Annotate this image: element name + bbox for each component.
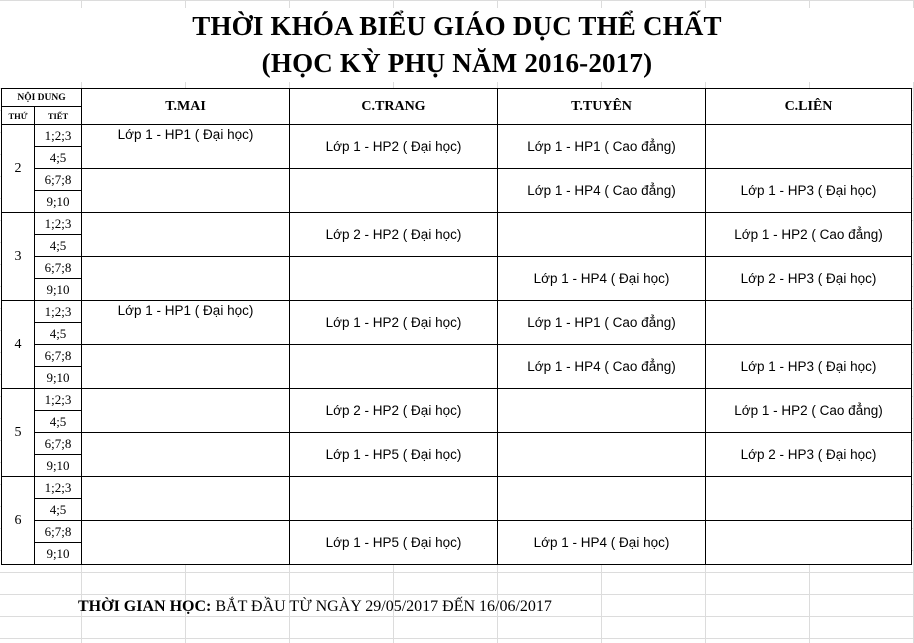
class-cell: Lớp 1 - HP2 ( Đại học) <box>290 125 498 169</box>
day-cell: 3 <box>2 213 35 301</box>
period-cell: 9;10 <box>35 543 82 565</box>
footer-study-time <box>78 596 552 618</box>
class-cell: Lớp 2 - HP3 ( Đại học) <box>706 257 912 301</box>
class-cell: Lớp 1 - HP4 ( Đại học) <box>498 521 706 565</box>
day-cell: 4 <box>2 301 35 389</box>
period-cell: 9;10 <box>35 279 82 301</box>
class-cell: Lớp 1 - HP2 ( Đại học) <box>290 301 498 345</box>
period-cell: 6;7;8 <box>35 345 82 367</box>
period-cell: 6;7;8 <box>35 433 82 455</box>
table-row <box>2 257 912 279</box>
class-cell: Lớp 1 - HP4 ( Cao đẳng) <box>498 169 706 213</box>
class-cell <box>82 477 290 521</box>
class-cell: Lớp 1 - HP3 ( Đại học) <box>706 169 912 213</box>
period-cell: 6;7;8 <box>35 521 82 543</box>
teacher-header-mai: T.MAI <box>82 89 290 125</box>
class-cell: Lớp 1 - HP1 ( Đại học) <box>82 125 290 169</box>
timetable <box>1 88 912 565</box>
period-cell: 1;2;3 <box>35 125 82 147</box>
table-row <box>2 213 912 235</box>
header-thu: THỨ <box>2 107 35 125</box>
period-cell: 4;5 <box>35 235 82 257</box>
class-cell <box>82 433 290 477</box>
class-cell <box>498 433 706 477</box>
class-cell: Lớp 1 - HP1 ( Cao đẳng) <box>498 125 706 169</box>
class-cell <box>706 301 912 345</box>
page-title: THỜI KHÓA BIỂU GIÁO DỤC THỂ CHẤT <box>0 8 914 44</box>
period-cell: 9;10 <box>35 367 82 389</box>
table-row <box>2 521 912 543</box>
class-cell <box>82 389 290 433</box>
table-row <box>2 433 912 455</box>
class-cell <box>706 125 912 169</box>
class-cell <box>706 521 912 565</box>
class-cell: Lớp 1 - HP5 ( Đại học) <box>290 433 498 477</box>
class-cell: Lớp 1 - HP2 ( Cao đẳng) <box>706 213 912 257</box>
class-cell <box>498 477 706 521</box>
table-row <box>2 169 912 191</box>
footer-label: THỜI GIAN HỌC: <box>78 598 212 615</box>
footer-text: BẮT ĐẦU TỪ NGÀY 29/05/2017 ĐẾN 16/06/2017 <box>211 598 552 615</box>
teacher-header-tuyen: T.TUYÊN <box>498 89 706 125</box>
class-cell: Lớp 2 - HP2 ( Đại học) <box>290 389 498 433</box>
table-row <box>2 389 912 411</box>
class-cell: Lớp 1 - HP1 ( Cao đẳng) <box>498 301 706 345</box>
header-tiet: TIẾT <box>35 107 82 125</box>
header-noi-dung: NỘI DUNG <box>2 89 82 107</box>
period-cell: 4;5 <box>35 499 82 521</box>
table-row <box>2 345 912 367</box>
teacher-header-trang: C.TRANG <box>290 89 498 125</box>
class-cell <box>82 169 290 213</box>
period-cell: 4;5 <box>35 147 82 169</box>
class-cell <box>82 521 290 565</box>
class-cell <box>290 257 498 301</box>
day-cell: 6 <box>2 477 35 565</box>
period-cell: 6;7;8 <box>35 257 82 279</box>
period-cell: 1;2;3 <box>35 477 82 499</box>
class-cell <box>290 169 498 213</box>
class-cell <box>82 257 290 301</box>
period-cell: 4;5 <box>35 411 82 433</box>
class-cell <box>498 389 706 433</box>
class-cell <box>498 213 706 257</box>
class-cell <box>290 345 498 389</box>
period-cell: 1;2;3 <box>35 389 82 411</box>
class-cell: Lớp 1 - HP2 ( Cao đẳng) <box>706 389 912 433</box>
page-subtitle: (HỌC KỲ PHỤ NĂM 2016-2017) <box>0 44 914 82</box>
period-cell: 9;10 <box>35 455 82 477</box>
class-cell: Lớp 1 - HP4 ( Đại học) <box>498 257 706 301</box>
class-cell <box>82 213 290 257</box>
class-cell <box>706 477 912 521</box>
period-cell: 9;10 <box>35 191 82 213</box>
class-cell: Lớp 2 - HP2 ( Đại học) <box>290 213 498 257</box>
teacher-header-lien: C.LIÊN <box>706 89 912 125</box>
class-cell: Lớp 1 - HP1 ( Đại học) <box>82 301 290 345</box>
class-cell <box>290 477 498 521</box>
table-row <box>2 301 912 323</box>
class-cell: Lớp 1 - HP5 ( Đại học) <box>290 521 498 565</box>
table-row <box>2 125 912 147</box>
day-cell: 5 <box>2 389 35 477</box>
class-cell: Lớp 1 - HP3 ( Đại học) <box>706 345 912 389</box>
class-cell: Lớp 1 - HP4 ( Cao đẳng) <box>498 345 706 389</box>
period-cell: 1;2;3 <box>35 301 82 323</box>
class-cell <box>82 345 290 389</box>
period-cell: 1;2;3 <box>35 213 82 235</box>
class-cell: Lớp 2 - HP3 ( Đại học) <box>706 433 912 477</box>
table-row <box>2 477 912 499</box>
day-cell: 2 <box>2 125 35 213</box>
period-cell: 4;5 <box>35 323 82 345</box>
period-cell: 6;7;8 <box>35 169 82 191</box>
